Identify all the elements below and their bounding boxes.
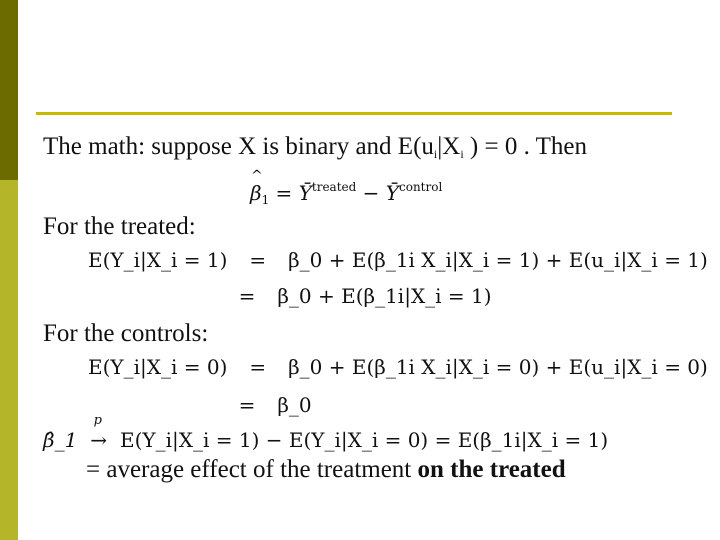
control-superscript: control xyxy=(399,180,443,194)
treated-heading: For the treated: xyxy=(43,213,196,240)
math-intro-part-c: ) = 0 . Then xyxy=(463,133,587,160)
equation-lhs: E(Y_i|X_i = 1) xyxy=(88,248,228,272)
ybar-symbol: Ȳ xyxy=(385,181,399,205)
treated-equation-line-2 xyxy=(223,284,492,308)
equals-sign: = xyxy=(238,393,256,417)
math-intro-line xyxy=(43,133,587,162)
arrow-symbol: → xyxy=(90,428,108,452)
subscript-i: i xyxy=(433,147,438,161)
beta-hat-symbol: β̂_1 xyxy=(43,428,78,452)
equals-sign: = xyxy=(249,355,267,379)
equals-sign: = xyxy=(238,284,256,308)
conclusion-line xyxy=(86,456,566,484)
equals-sign: = xyxy=(249,248,267,272)
beta-hat-symbol: ^ β xyxy=(250,181,262,205)
equation-rhs: β_0 xyxy=(277,393,312,417)
header-rule xyxy=(36,112,672,115)
conclusion-emphasis: on the treated xyxy=(417,456,566,483)
equals-sign: = xyxy=(269,181,299,205)
controls-equation-line-1 xyxy=(88,355,708,379)
conclusion-text: = average effect of the treatment xyxy=(86,456,418,483)
equation-rhs: E(Y_i|X_i = 1) − E(Y_i|X_i = 0) = E(β_1i|X_i = 1) xyxy=(120,428,609,452)
subscript-i: i xyxy=(460,147,464,161)
treated-superscript: treated xyxy=(311,180,357,194)
equation-rhs: β_0 + E(β_1i X_i|X_i = 0) + E(u_i|X_i = 0) xyxy=(288,355,708,379)
beta-subscript: 1 xyxy=(261,193,270,207)
beta-definition-equation xyxy=(250,180,442,207)
sidebar-light-block xyxy=(0,180,18,540)
plim-equation xyxy=(43,413,609,452)
equation-lhs: E(Y_i|X_i = 0) xyxy=(88,355,228,379)
equation-rhs: β_0 + E(β_1i X_i|X_i = 1) + E(u_i|X_i = 1) xyxy=(288,248,708,272)
treated-equation-line-1 xyxy=(88,248,708,272)
math-intro-part-b: |X xyxy=(437,133,461,160)
probability-label: p xyxy=(93,413,102,428)
math-intro-part-a: The math: suppose X is binary and E(u xyxy=(43,133,434,160)
convergence-arrow xyxy=(84,413,114,452)
sidebar-dark-block xyxy=(0,0,18,180)
controls-equation-line-2 xyxy=(223,393,312,417)
ybar-symbol: Ȳ xyxy=(298,181,312,205)
minus-sign: − xyxy=(356,181,386,205)
controls-heading: For the controls: xyxy=(43,320,209,347)
equation-rhs: β_0 + E(β_1i|X_i = 1) xyxy=(277,284,492,308)
